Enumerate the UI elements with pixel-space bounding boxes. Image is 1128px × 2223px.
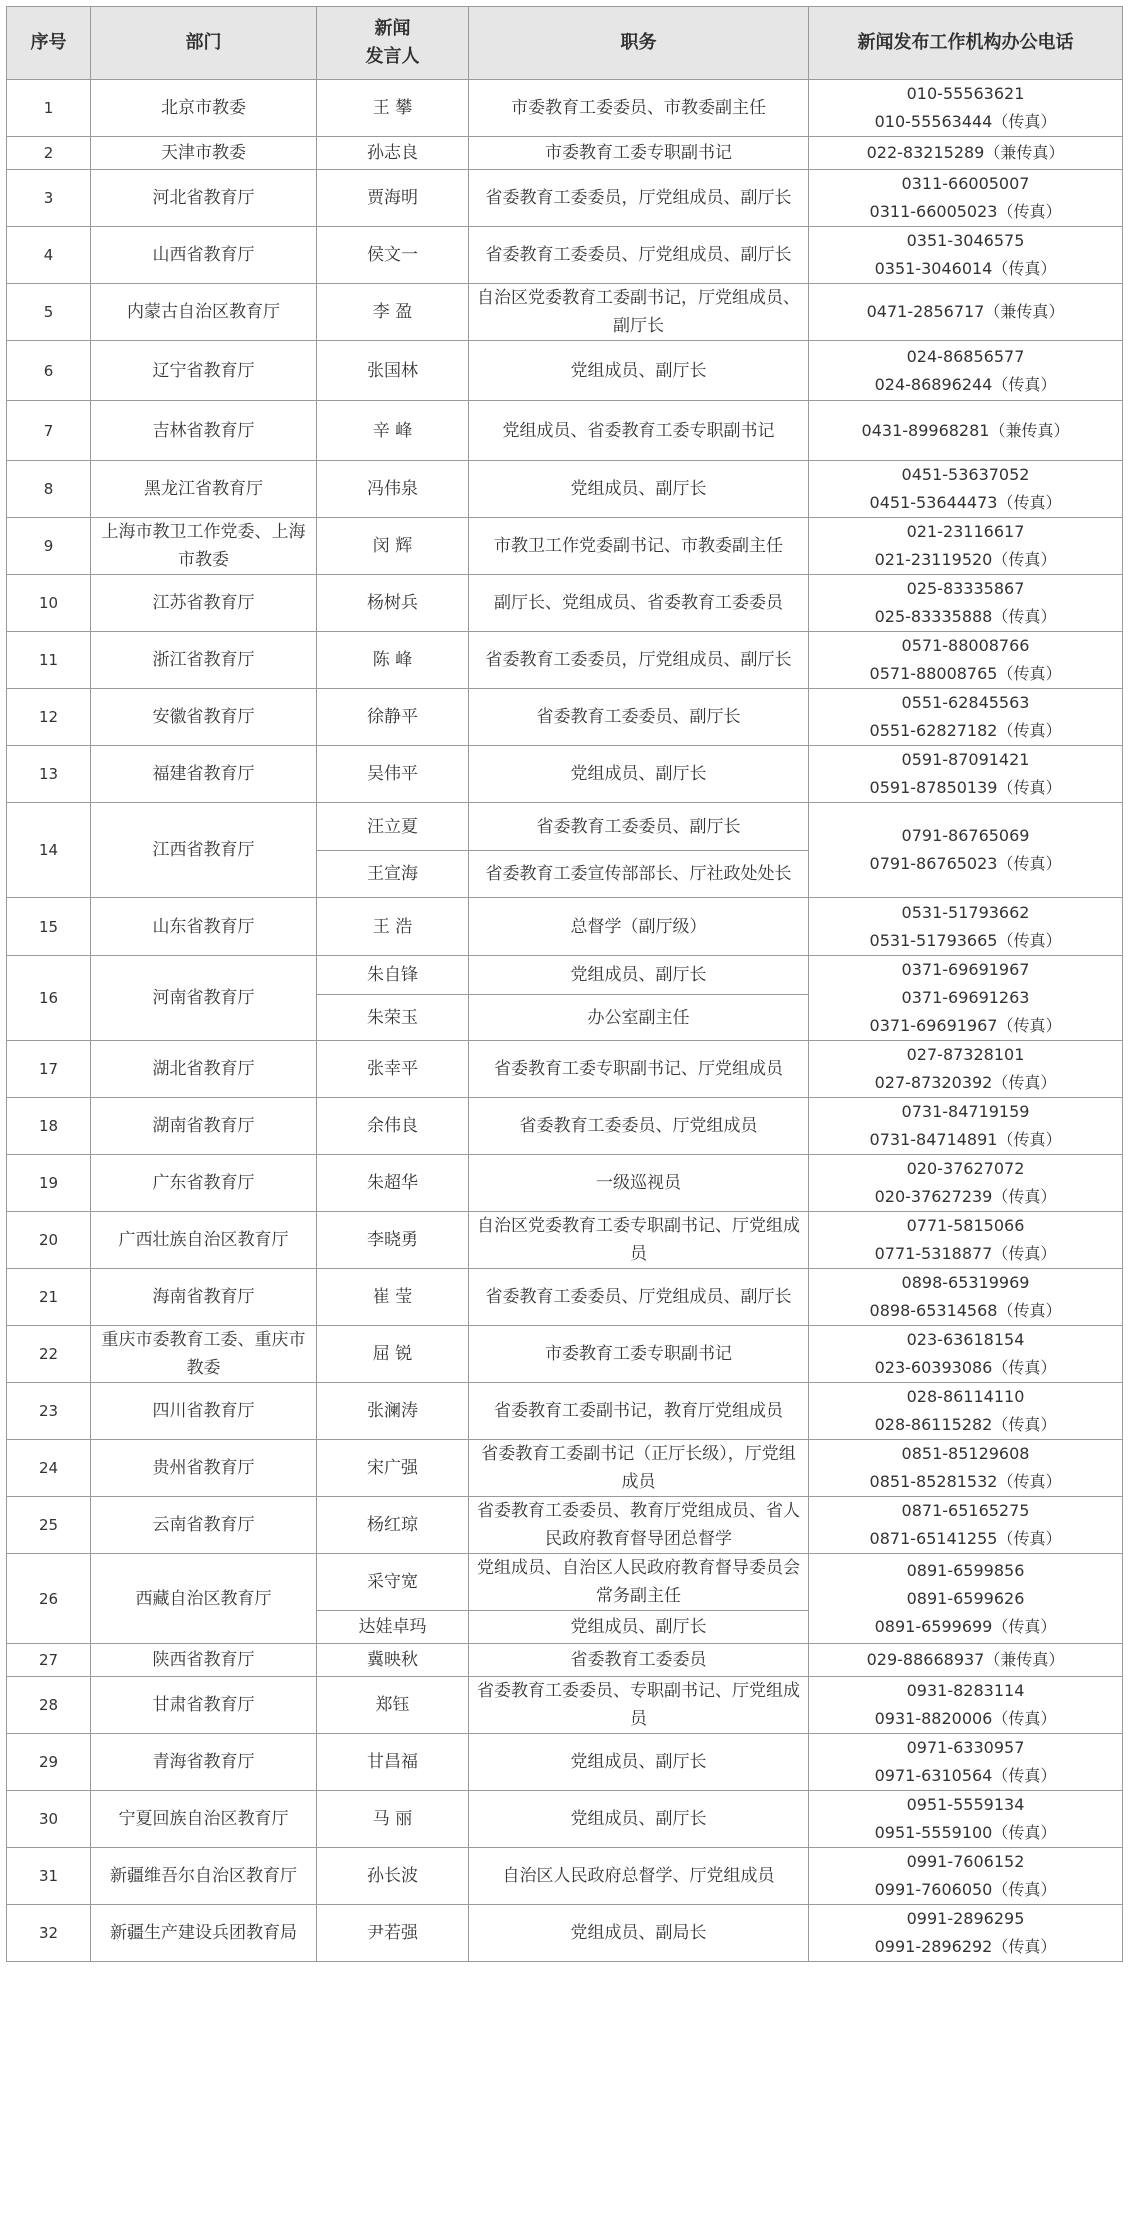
position-cell: 省委教育工委委员、副厅长: [469, 803, 809, 851]
phone-number: 0351-3046014（传真）: [874, 259, 1057, 278]
table-body: [7, 80, 1123, 1962]
department-cell: 重庆市委教育工委、重庆市教委: [91, 1326, 317, 1383]
department-cell: 四川省教育厅: [91, 1383, 317, 1440]
row-number: 12: [7, 689, 91, 746]
phone-number: 0371-69691967: [901, 960, 1030, 979]
department-cell: 浙江省教育厅: [91, 632, 317, 689]
table-row: [7, 1677, 1123, 1734]
phone-cell: [809, 137, 1123, 170]
phone-cell: [809, 1269, 1123, 1326]
phone-number: 0451-53644473（传真）: [869, 493, 1062, 512]
phone-number: 0971-6330957: [906, 1738, 1025, 1757]
row-number: 23: [7, 1383, 91, 1440]
spokesperson-name: 宋广强: [317, 1440, 469, 1497]
phone-number: 0951-5559134: [906, 1795, 1025, 1814]
table-row: [7, 1269, 1123, 1326]
position-cell: 省委教育工委委员、厅党组成员: [469, 1098, 809, 1155]
row-number: 18: [7, 1098, 91, 1155]
phone-number: 0991-7606152: [906, 1852, 1025, 1871]
phone-number: 021-23116617: [906, 522, 1025, 541]
phone-cell: [809, 1554, 1123, 1644]
row-number: 28: [7, 1677, 91, 1734]
department-cell: 甘肃省教育厅: [91, 1677, 317, 1734]
position-cell: 省委教育工委委员，厅党组成员、副厅长: [469, 632, 809, 689]
phone-number: 0591-87850139（传真）: [869, 778, 1062, 797]
spokesperson-name: 郑钰: [317, 1677, 469, 1734]
spokesperson-name: 杨树兵: [317, 575, 469, 632]
table-row: [7, 689, 1123, 746]
row-number: 14: [7, 803, 91, 898]
table-row: [7, 746, 1123, 803]
phone-number: 0731-84719159: [901, 1102, 1030, 1121]
spokesperson-name: 达娃卓玛: [317, 1611, 469, 1644]
header-no: 序号: [7, 7, 91, 80]
phone-number: 0891-6599699（传真）: [874, 1616, 1057, 1636]
spokesperson-table: [6, 6, 1123, 1962]
phone-number: 0991-7606050（传真）: [874, 1880, 1057, 1899]
phone-cell: [809, 1098, 1123, 1155]
phone-number: 023-63618154: [906, 1330, 1025, 1349]
phone-number: 0771-5318877（传真）: [874, 1244, 1057, 1263]
phone-cell: [809, 956, 1123, 1041]
position-cell: 省委教育工委委员、厅党组成员、副厅长: [469, 227, 809, 284]
row-number: 11: [7, 632, 91, 689]
spokesperson-name: 闵 辉: [317, 518, 469, 575]
phone-number: 0951-5559100（传真）: [874, 1823, 1057, 1842]
position-cell: 党组成员、自治区人民政府教育督导委员会常务副主任: [469, 1554, 809, 1611]
row-number: 16: [7, 956, 91, 1041]
spokesperson-name: 朱超华: [317, 1155, 469, 1212]
table-row: [7, 341, 1123, 401]
phone-number: 024-86896244（传真）: [874, 374, 1057, 394]
row-number: 13: [7, 746, 91, 803]
phone-number: 0451-53637052: [901, 465, 1030, 484]
department-cell: 福建省教育厅: [91, 746, 317, 803]
spokesperson-name: 朱自锋: [317, 956, 469, 995]
position-cell: 副厅长、党组成员、省委教育工委委员: [469, 575, 809, 632]
department-cell: 江西省教育厅: [91, 803, 317, 898]
department-cell: 西藏自治区教育厅: [91, 1554, 317, 1644]
spokesperson-name: 辛 峰: [317, 401, 469, 461]
phone-number: 0851-85281532（传真）: [869, 1472, 1062, 1491]
phone-number: 0891-6599626: [906, 1588, 1025, 1608]
spokesperson-name: 侯文一: [317, 227, 469, 284]
phone-cell: [809, 1383, 1123, 1440]
phone-number: 0898-65314568（传真）: [869, 1301, 1062, 1320]
phone-number: 0311-66005023（传真）: [869, 202, 1062, 221]
department-cell: 云南省教育厅: [91, 1497, 317, 1554]
phone-number: 027-87328101: [906, 1045, 1025, 1064]
spokesperson-name: 孙志良: [317, 137, 469, 170]
header-department: 部门: [91, 7, 317, 80]
row-number: 7: [7, 401, 91, 461]
phone-number: 021-23119520（传真）: [874, 550, 1057, 569]
phone-number: 023-60393086（传真）: [874, 1358, 1057, 1377]
phone-cell: [809, 1440, 1123, 1497]
phone-number: 0891-6599856: [906, 1560, 1025, 1580]
phone-number: 0771-5815066: [906, 1216, 1025, 1235]
row-number: 19: [7, 1155, 91, 1212]
position-cell: 自治区党委教育工委专职副书记、厅党组成员: [469, 1212, 809, 1269]
position-cell: 市委教育工委专职副书记: [469, 137, 809, 170]
phone-cell: [809, 1905, 1123, 1962]
phone-number: 0531-51793665（传真）: [869, 930, 1062, 950]
position-cell: 省委教育工委委员、副厅长: [469, 689, 809, 746]
phone-cell: [809, 746, 1123, 803]
phone-cell: [809, 284, 1123, 341]
table-row: [7, 1497, 1123, 1554]
phone-number: 0791-86765023（传真）: [869, 854, 1062, 873]
phone-cell: [809, 1041, 1123, 1098]
position-cell: 省委教育工委委员: [469, 1644, 809, 1677]
row-number: 8: [7, 461, 91, 518]
position-cell: 党组成员、副厅长: [469, 1734, 809, 1791]
phone-cell: [809, 575, 1123, 632]
phone-number: 0351-3046575: [906, 231, 1025, 250]
phone-cell: [809, 461, 1123, 518]
department-cell: 山西省教育厅: [91, 227, 317, 284]
phone-cell: [809, 1326, 1123, 1383]
row-number: 21: [7, 1269, 91, 1326]
table-row: [7, 1041, 1123, 1098]
department-cell: 黑龙江省教育厅: [91, 461, 317, 518]
spokesperson-name: 吴伟平: [317, 746, 469, 803]
phone-number: 0551-62827182（传真）: [869, 721, 1062, 740]
phone-number: 028-86115282（传真）: [874, 1415, 1057, 1434]
spokesperson-name: 崔 莹: [317, 1269, 469, 1326]
department-cell: 宁夏回族自治区教育厅: [91, 1791, 317, 1848]
table-row: [7, 956, 1123, 995]
table-header-row: [7, 7, 1123, 80]
row-number: 24: [7, 1440, 91, 1497]
position-cell: 省委教育工委委员，厅党组成员、副厅长: [469, 170, 809, 227]
department-cell: 广东省教育厅: [91, 1155, 317, 1212]
department-cell: 天津市教委: [91, 137, 317, 170]
phone-cell: [809, 170, 1123, 227]
position-cell: 党组成员、副局长: [469, 1905, 809, 1962]
spokesperson-name: 孙长波: [317, 1848, 469, 1905]
row-number: 5: [7, 284, 91, 341]
department-cell: 青海省教育厅: [91, 1734, 317, 1791]
spokesperson-name: 余伟良: [317, 1098, 469, 1155]
row-number: 2: [7, 137, 91, 170]
position-cell: 省委教育工委副书记（正厅长级），厅党组成员: [469, 1440, 809, 1497]
table-row: [7, 80, 1123, 137]
position-cell: 市教卫工作党委副书记、市教委副主任: [469, 518, 809, 575]
position-cell: 省委教育工委委员、专职副书记、厅党组成员: [469, 1677, 809, 1734]
position-cell: 办公室副主任: [469, 995, 809, 1041]
department-cell: 山东省教育厅: [91, 898, 317, 956]
table-row: [7, 1644, 1123, 1677]
phone-number: 0851-85129608: [901, 1444, 1030, 1463]
table-row: [7, 284, 1123, 341]
position-cell: 一级巡视员: [469, 1155, 809, 1212]
spokesperson-name: 马 丽: [317, 1791, 469, 1848]
position-cell: 党组成员、副厅长: [469, 1791, 809, 1848]
spokesperson-name: 甘昌福: [317, 1734, 469, 1791]
department-cell: 河南省教育厅: [91, 956, 317, 1041]
phone-number: 020-37627239（传真）: [874, 1187, 1057, 1206]
department-cell: 辽宁省教育厅: [91, 341, 317, 401]
phone-number: 0991-2896292（传真）: [874, 1937, 1057, 1956]
phone-cell: [809, 1155, 1123, 1212]
row-number: 17: [7, 1041, 91, 1098]
phone-cell: [809, 1212, 1123, 1269]
row-number: 31: [7, 1848, 91, 1905]
department-cell: 北京市教委: [91, 80, 317, 137]
row-number: 26: [7, 1554, 91, 1644]
phone-number: 0931-8283114: [906, 1681, 1025, 1700]
row-number: 20: [7, 1212, 91, 1269]
phone-number: 0571-88008765（传真）: [869, 664, 1062, 683]
phone-number: 024-86856577: [906, 346, 1025, 366]
spokesperson-name: 杨红琼: [317, 1497, 469, 1554]
row-number: 27: [7, 1644, 91, 1677]
row-number: 10: [7, 575, 91, 632]
row-number: 4: [7, 227, 91, 284]
phone-cell: [809, 80, 1123, 137]
position-cell: 市委教育工委专职副书记: [469, 1326, 809, 1383]
position-cell: 党组成员、省委教育工委专职副书记: [469, 401, 809, 461]
phone-number: 0971-6310564（传真）: [874, 1766, 1057, 1785]
phone-number: 0551-62845563: [901, 693, 1030, 712]
department-cell: 海南省教育厅: [91, 1269, 317, 1326]
phone-number: 029-88668937（兼传真）: [866, 1650, 1065, 1669]
table-row: [7, 898, 1123, 956]
phone-cell: [809, 803, 1123, 898]
spokesperson-name: 冯伟泉: [317, 461, 469, 518]
spokesperson-name: 王 攀: [317, 80, 469, 137]
table-row: [7, 1155, 1123, 1212]
phone-number: 0871-65165275: [901, 1501, 1030, 1520]
table-row: [7, 632, 1123, 689]
row-number: 3: [7, 170, 91, 227]
table-row: [7, 1734, 1123, 1791]
table-row: [7, 227, 1123, 284]
position-cell: 省委教育工委委员、厅党组成员、副厅长: [469, 1269, 809, 1326]
header-spokesperson: [317, 7, 469, 80]
header-spokesperson-line2: 发言人: [365, 46, 420, 67]
phone-number: 0371-69691967（传真）: [869, 1016, 1062, 1035]
phone-number: 0431-89968281（兼传真）: [861, 420, 1070, 440]
table-row: [7, 1383, 1123, 1440]
phone-number: 0871-65141255（传真）: [869, 1529, 1062, 1548]
phone-number: 025-83335867: [906, 579, 1025, 598]
phone-number: 0791-86765069: [901, 826, 1030, 845]
spokesperson-name: 冀映秋: [317, 1644, 469, 1677]
row-number: 22: [7, 1326, 91, 1383]
table-row: [7, 1098, 1123, 1155]
position-cell: 市委教育工委委员、市教委副主任: [469, 80, 809, 137]
row-number: 25: [7, 1497, 91, 1554]
spokesperson-name: 王宣海: [317, 851, 469, 898]
spokesperson-name: 李晓勇: [317, 1212, 469, 1269]
phone-number: 0531-51793662: [901, 902, 1030, 922]
spokesperson-name: 采守宽: [317, 1554, 469, 1611]
phone-cell: [809, 341, 1123, 401]
row-number: 30: [7, 1791, 91, 1848]
phone-number: 028-86114110: [906, 1387, 1025, 1406]
position-cell: 自治区人民政府总督学、厅党组成员: [469, 1848, 809, 1905]
phone-cell: [809, 401, 1123, 461]
phone-number: 0731-84714891（传真）: [869, 1130, 1062, 1149]
position-cell: 自治区党委教育工委副书记，厅党组成员、副厅长: [469, 284, 809, 341]
position-cell: 党组成员、副厅长: [469, 1611, 809, 1644]
spokesperson-name: 贾海明: [317, 170, 469, 227]
table-row: [7, 1554, 1123, 1611]
spokesperson-name: 李 盈: [317, 284, 469, 341]
phone-cell: [809, 1848, 1123, 1905]
position-cell: 党组成员、副厅长: [469, 341, 809, 401]
department-cell: 江苏省教育厅: [91, 575, 317, 632]
table-row: [7, 170, 1123, 227]
row-number: 32: [7, 1905, 91, 1962]
position-cell: 省委教育工委宣传部部长、厅社政处处长: [469, 851, 809, 898]
row-number: 6: [7, 341, 91, 401]
phone-cell: [809, 518, 1123, 575]
row-number: 29: [7, 1734, 91, 1791]
phone-cell: [809, 227, 1123, 284]
position-cell: 总督学（副厅级）: [469, 898, 809, 956]
spokesperson-name: 张国林: [317, 341, 469, 401]
department-cell: 湖北省教育厅: [91, 1041, 317, 1098]
phone-number: 0471-2856717（兼传真）: [866, 302, 1065, 321]
position-cell: 省委教育工委副书记，教育厅党组成员: [469, 1383, 809, 1440]
table-row: [7, 1326, 1123, 1383]
table-row: [7, 401, 1123, 461]
spokesperson-name: 朱荣玉: [317, 995, 469, 1041]
spokesperson-name: 陈 峰: [317, 632, 469, 689]
phone-number: 0371-69691263: [901, 988, 1030, 1007]
phone-cell: [809, 898, 1123, 956]
table-row: [7, 1440, 1123, 1497]
position-cell: 省委教育工委委员、教育厅党组成员、省人民政府教育督导团总督学: [469, 1497, 809, 1554]
phone-number: 0311-66005007: [901, 174, 1030, 193]
phone-number: 010-55563621: [906, 84, 1025, 103]
table-row: [7, 1212, 1123, 1269]
position-cell: 党组成员、副厅长: [469, 956, 809, 995]
phone-cell: [809, 1644, 1123, 1677]
position-cell: 党组成员、副厅长: [469, 461, 809, 518]
table-row: [7, 1905, 1123, 1962]
phone-number: 0991-2896295: [906, 1909, 1025, 1928]
row-number: 9: [7, 518, 91, 575]
department-cell: 陕西省教育厅: [91, 1644, 317, 1677]
header-spokesperson-line1: 新闻: [374, 18, 411, 39]
position-cell: 省委教育工委专职副书记、厅党组成员: [469, 1041, 809, 1098]
phone-cell: [809, 632, 1123, 689]
row-number: 1: [7, 80, 91, 137]
phone-number: 0571-88008766: [901, 636, 1030, 655]
table-row: [7, 518, 1123, 575]
spokesperson-name: 张幸平: [317, 1041, 469, 1098]
table-row: [7, 803, 1123, 851]
spokesperson-name: 尹若强: [317, 1905, 469, 1962]
spokesperson-name: 徐静平: [317, 689, 469, 746]
phone-cell: [809, 1734, 1123, 1791]
department-cell: 河北省教育厅: [91, 170, 317, 227]
spokesperson-name: 张澜涛: [317, 1383, 469, 1440]
phone-number: 010-55563444（传真）: [874, 112, 1057, 131]
spokesperson-name: 王 浩: [317, 898, 469, 956]
phone-number: 027-87320392（传真）: [874, 1073, 1057, 1092]
department-cell: 新疆生产建设兵团教育局: [91, 1905, 317, 1962]
phone-cell: [809, 1677, 1123, 1734]
table-row: [7, 1791, 1123, 1848]
phone-number: 025-83335888（传真）: [874, 607, 1057, 626]
spokesperson-name: 汪立夏: [317, 803, 469, 851]
department-cell: 广西壮族自治区教育厅: [91, 1212, 317, 1269]
table-row: [7, 137, 1123, 170]
position-cell: 党组成员、副厅长: [469, 746, 809, 803]
phone-number: 0898-65319969: [901, 1273, 1030, 1292]
department-cell: 湖南省教育厅: [91, 1098, 317, 1155]
department-cell: 上海市教卫工作党委、上海市教委: [91, 518, 317, 575]
phone-number: 020-37627072: [906, 1159, 1025, 1178]
header-position: 职务: [469, 7, 809, 80]
department-cell: 贵州省教育厅: [91, 1440, 317, 1497]
department-cell: 吉林省教育厅: [91, 401, 317, 461]
phone-number: 0931-8820006（传真）: [874, 1709, 1057, 1728]
department-cell: 内蒙古自治区教育厅: [91, 284, 317, 341]
spokesperson-name: 屈 锐: [317, 1326, 469, 1383]
department-cell: 安徽省教育厅: [91, 689, 317, 746]
table-row: [7, 461, 1123, 518]
table-row: [7, 575, 1123, 632]
phone-cell: [809, 689, 1123, 746]
phone-cell: [809, 1497, 1123, 1554]
department-cell: 新疆维吾尔自治区教育厅: [91, 1848, 317, 1905]
phone-number: 0591-87091421: [901, 750, 1030, 769]
header-phone: 新闻发布工作机构办公电话: [809, 7, 1123, 80]
row-number: 15: [7, 898, 91, 956]
phone-cell: [809, 1791, 1123, 1848]
phone-number: 022-83215289（兼传真）: [866, 143, 1065, 162]
table-row: [7, 1848, 1123, 1905]
